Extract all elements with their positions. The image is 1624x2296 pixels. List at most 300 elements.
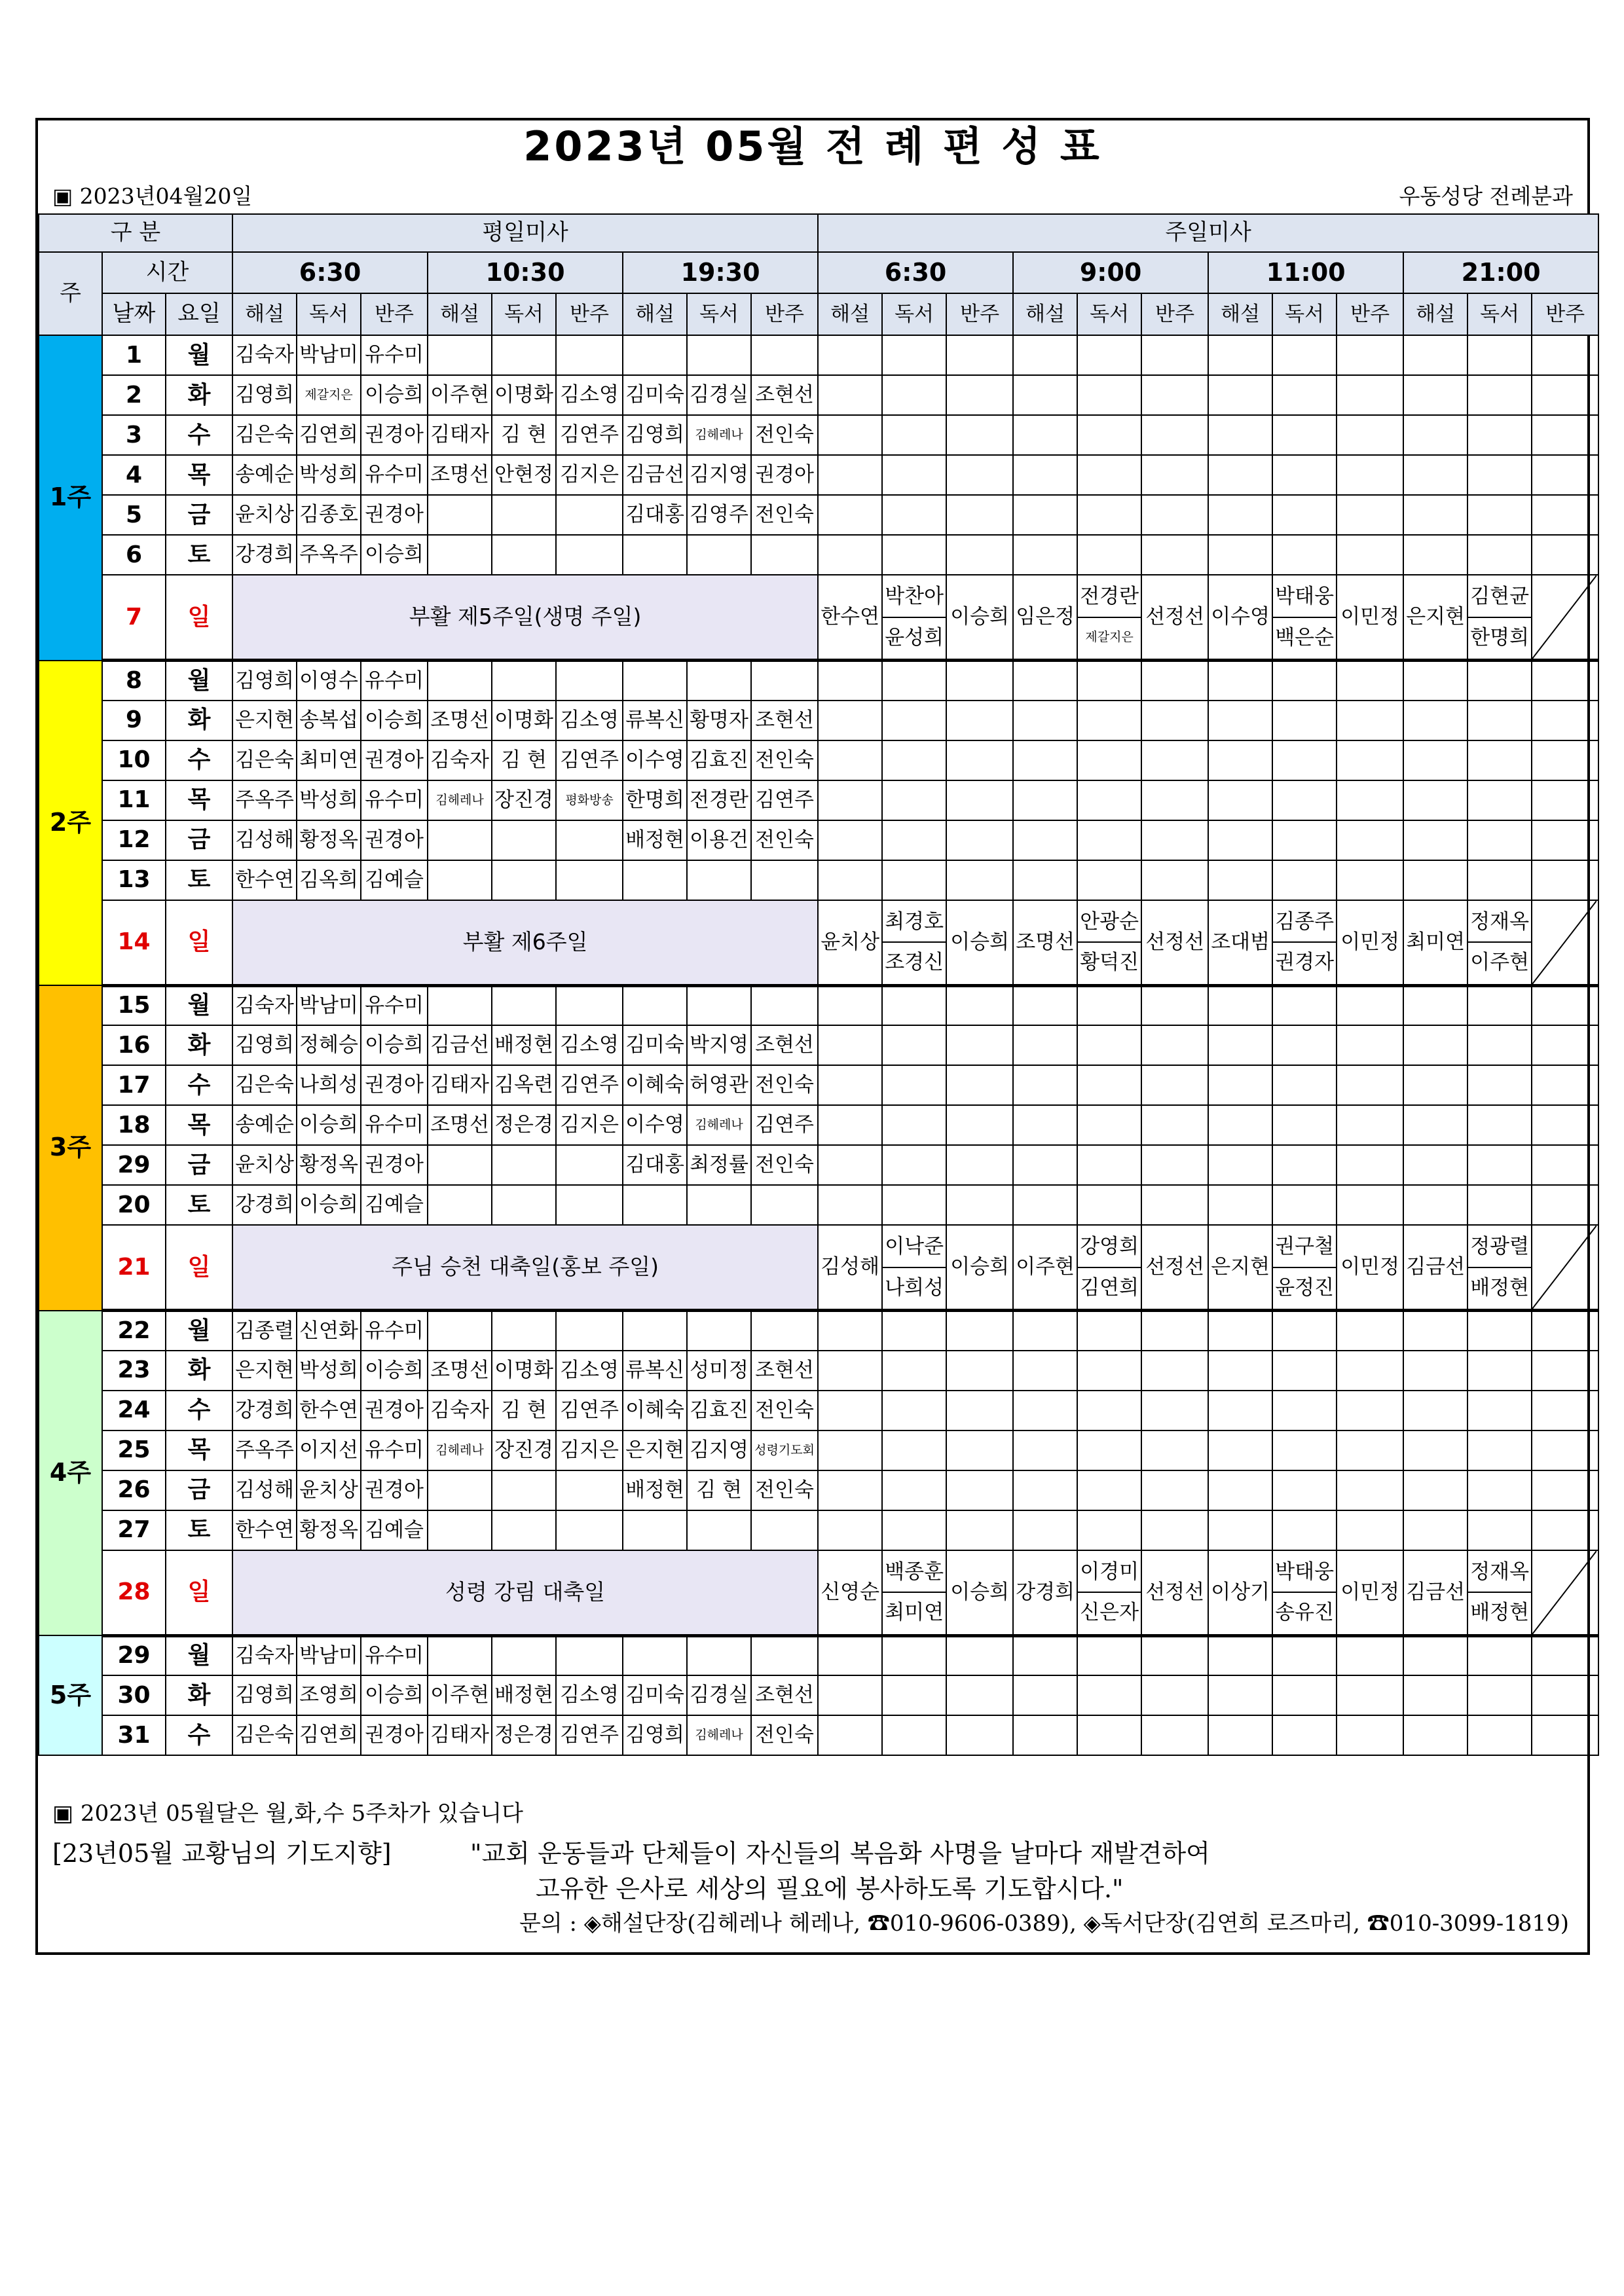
- empty-cell: [1013, 1145, 1077, 1185]
- assignment-cell: 장진경: [492, 1430, 556, 1470]
- empty-cell: [1337, 1351, 1403, 1391]
- empty-diagonal-cell: [1532, 1550, 1598, 1636]
- assignment-cell: 김태자: [428, 1065, 492, 1105]
- sunday-organist: 선정선: [1141, 575, 1208, 661]
- empty-cell: [882, 1430, 946, 1470]
- sunday-organist: 선정선: [1141, 1550, 1208, 1636]
- empty-cell: [1532, 1430, 1598, 1470]
- assignment-cell: 평화방송: [556, 780, 623, 820]
- empty-cell: [1013, 1675, 1077, 1715]
- page-title: 2023년 05월 전 례 편 성 표: [523, 122, 1102, 170]
- empty-cell: [946, 1105, 1013, 1145]
- empty-diagonal-cell: [1532, 900, 1598, 986]
- empty-cell: [1141, 1351, 1208, 1391]
- empty-cell: [1467, 335, 1532, 375]
- empty-cell: [1141, 1391, 1208, 1430]
- assignment-cell: [556, 1145, 623, 1185]
- sunday-commentator: 임은정: [1013, 575, 1077, 661]
- sunday-date: 28: [102, 1550, 166, 1636]
- assignment-cell: 황명자: [687, 701, 751, 740]
- assignment-cell: 한수연: [232, 860, 297, 900]
- assignment-cell: 김미숙: [623, 1675, 687, 1715]
- empty-cell: [1013, 1715, 1077, 1755]
- table-row: [39, 535, 1598, 575]
- sunday-organist: 선정선: [1141, 900, 1208, 986]
- header-gubun: 구 분: [39, 214, 232, 252]
- empty-cell: [1077, 1430, 1141, 1470]
- empty-cell: [1272, 740, 1337, 780]
- empty-cell: [1337, 740, 1403, 780]
- assignment-cell: 주옥주: [297, 535, 361, 575]
- assignment-cell: 김연주: [751, 1105, 818, 1145]
- assignment-cell: 유수미: [361, 455, 428, 495]
- assignment-cell: 정은경: [492, 1105, 556, 1145]
- assignment-cell: 김지영: [687, 455, 751, 495]
- sunday-organist: 이승희: [946, 575, 1013, 661]
- sunday-organist: 이승희: [946, 900, 1013, 986]
- weekday-cell: 토: [166, 1510, 232, 1550]
- assignment-cell: 김지영: [687, 1430, 751, 1470]
- empty-cell: [1532, 415, 1598, 455]
- table-row: [39, 495, 1598, 535]
- assignment-cell: [428, 820, 492, 860]
- assignment-cell: 한수연: [297, 1391, 361, 1430]
- table-row: [39, 780, 1598, 820]
- sunday-organist: 이승희: [946, 1550, 1013, 1636]
- empty-cell: [882, 1510, 946, 1550]
- empty-cell: [1141, 495, 1208, 535]
- assignment-cell: 전인숙: [751, 495, 818, 535]
- date-cell: 9: [102, 701, 166, 740]
- sunday-readers: [882, 575, 946, 661]
- empty-cell: [1403, 415, 1467, 455]
- assignment-cell: 한명희: [623, 780, 687, 820]
- empty-cell: [818, 1145, 882, 1185]
- empty-cell: [882, 1065, 946, 1105]
- assignment-cell: 김헤레나: [687, 415, 751, 455]
- empty-cell: [1467, 1715, 1532, 1755]
- assignment-cell: 김영희: [623, 1715, 687, 1755]
- weekday-cell: 목: [166, 1430, 232, 1470]
- time-sunday-0900: 9:00: [1013, 252, 1208, 293]
- assignment-cell: 김대홍: [623, 1145, 687, 1185]
- assignment-cell: 유수미: [361, 1635, 428, 1675]
- empty-cell: [882, 1470, 946, 1510]
- empty-cell: [946, 1391, 1013, 1430]
- empty-cell: [1077, 780, 1141, 820]
- role-header: 반주: [361, 293, 428, 335]
- weekday-cell: 금: [166, 820, 232, 860]
- assignment-cell: 황정옥: [297, 1145, 361, 1185]
- assignment-cell: 류복신: [623, 701, 687, 740]
- weekday-cell: 수: [166, 1065, 232, 1105]
- assignment-cell: 김지은: [556, 1105, 623, 1145]
- empty-cell: [946, 1470, 1013, 1510]
- empty-cell: [1272, 335, 1337, 375]
- sunday-readers: [1272, 1550, 1337, 1636]
- assignment-cell: [623, 535, 687, 575]
- assignment-cell: [492, 1145, 556, 1185]
- assignment-cell: [751, 335, 818, 375]
- empty-cell: [818, 455, 882, 495]
- empty-cell: [1077, 740, 1141, 780]
- empty-cell: [882, 415, 946, 455]
- table-row: [39, 1311, 1598, 1351]
- empty-cell: [1272, 1391, 1337, 1430]
- empty-cell: [1467, 1510, 1532, 1550]
- assignment-cell: 안현정: [492, 455, 556, 495]
- assignment-cell: 김은숙: [232, 415, 297, 455]
- week-label: 1주: [39, 335, 102, 661]
- assignment-cell: 송예순: [232, 455, 297, 495]
- empty-cell: [1272, 1351, 1337, 1391]
- sunday-reader: 최미연: [885, 1601, 944, 1625]
- table-row: [39, 1145, 1598, 1185]
- assignment-cell: [428, 661, 492, 701]
- empty-cell: [818, 1675, 882, 1715]
- empty-cell: [1532, 740, 1598, 780]
- empty-cell: [1467, 1145, 1532, 1185]
- sunday-organist: 이승희: [946, 1225, 1013, 1311]
- date-cell: 6: [102, 535, 166, 575]
- sunday-commentator: 윤치상: [818, 900, 882, 986]
- role-header: 독서: [1272, 293, 1337, 335]
- assignment-cell: 강경희: [232, 1391, 297, 1430]
- empty-cell: [1467, 1635, 1532, 1675]
- empty-cell: [1272, 1430, 1337, 1470]
- table-row: [39, 1351, 1598, 1391]
- empty-cell: [1403, 661, 1467, 701]
- empty-cell: [1208, 415, 1272, 455]
- table-row: [39, 335, 1598, 375]
- empty-cell: [1013, 495, 1077, 535]
- empty-cell: [946, 1351, 1013, 1391]
- empty-cell: [818, 415, 882, 455]
- assignment-cell: 나희성: [297, 1065, 361, 1105]
- empty-cell: [882, 820, 946, 860]
- sunday-readers: [1077, 1225, 1141, 1311]
- empty-cell: [882, 1185, 946, 1225]
- empty-cell: [1141, 535, 1208, 575]
- assignment-cell: 김미숙: [623, 1025, 687, 1065]
- date-cell: 31: [102, 1715, 166, 1755]
- assignment-cell: 김영주: [687, 495, 751, 535]
- empty-cell: [1208, 1675, 1272, 1715]
- empty-cell: [1532, 1510, 1598, 1550]
- empty-cell: [1467, 985, 1532, 1025]
- empty-cell: [1403, 1430, 1467, 1470]
- assignment-cell: 이명화: [492, 375, 556, 415]
- sunday-row: [39, 900, 1598, 986]
- empty-cell: [1272, 1311, 1337, 1351]
- empty-cell: [946, 1185, 1013, 1225]
- assignment-cell: 박남미: [297, 1635, 361, 1675]
- sunday-weekday: 일: [166, 900, 232, 986]
- assignment-cell: 이승희: [361, 535, 428, 575]
- sunday-reader: 김현균: [1468, 577, 1531, 618]
- empty-cell: [1403, 985, 1467, 1025]
- sunday-reader: 박태웅: [1273, 577, 1336, 618]
- table-row: [39, 740, 1598, 780]
- liturgy-schedule-table: [38, 213, 1599, 1756]
- empty-cell: [1208, 535, 1272, 575]
- empty-cell: [1141, 1311, 1208, 1351]
- empty-cell: [1077, 1065, 1141, 1105]
- role-header: 반주: [946, 293, 1013, 335]
- empty-cell: [1403, 1065, 1467, 1105]
- empty-cell: [1337, 1025, 1403, 1065]
- empty-cell: [1077, 1185, 1141, 1225]
- empty-cell: [882, 985, 946, 1025]
- assignment-cell: [492, 1311, 556, 1351]
- role-header: 독서: [882, 293, 946, 335]
- sunday-readers: [882, 1550, 946, 1636]
- sunday-date: 14: [102, 900, 166, 986]
- weekday-cell: 수: [166, 1391, 232, 1430]
- empty-cell: [1077, 1510, 1141, 1550]
- assignment-cell: 김대홍: [623, 495, 687, 535]
- empty-cell: [1077, 1470, 1141, 1510]
- empty-cell: [1403, 1635, 1467, 1675]
- assignment-cell: 전인숙: [751, 740, 818, 780]
- empty-cell: [1077, 535, 1141, 575]
- empty-cell: [1403, 701, 1467, 740]
- empty-cell: [1141, 375, 1208, 415]
- assignment-cell: 박지영: [687, 1025, 751, 1065]
- time-weekday-0630: 6:30: [232, 252, 428, 293]
- empty-cell: [1337, 1185, 1403, 1225]
- assignment-cell: 유수미: [361, 780, 428, 820]
- sunday-reader: 김종주: [1273, 902, 1336, 943]
- empty-diagonal-cell: [1532, 1225, 1598, 1311]
- feast-name: 부활 제5주일(생명 주일): [232, 575, 818, 661]
- empty-cell: [1467, 415, 1532, 455]
- week-label: 4주: [39, 1311, 102, 1636]
- empty-cell: [818, 1510, 882, 1550]
- weekday-cell: 화: [166, 701, 232, 740]
- empty-cell: [1337, 1145, 1403, 1185]
- assignment-cell: 이승희: [361, 1675, 428, 1715]
- week-label: 3주: [39, 985, 102, 1311]
- assignment-cell: [428, 1510, 492, 1550]
- sunday-reader: 조경신: [885, 951, 944, 975]
- empty-cell: [1337, 1470, 1403, 1510]
- empty-cell: [818, 335, 882, 375]
- empty-cell: [1403, 780, 1467, 820]
- assignment-cell: [428, 1635, 492, 1675]
- weekday-cell: 화: [166, 375, 232, 415]
- empty-cell: [882, 701, 946, 740]
- empty-cell: [1141, 780, 1208, 820]
- assignment-cell: 김은숙: [232, 1715, 297, 1755]
- empty-cell: [1077, 661, 1141, 701]
- assignment-cell: 전인숙: [751, 1391, 818, 1430]
- assignment-cell: 김숙자: [232, 1635, 297, 1675]
- empty-cell: [882, 1391, 946, 1430]
- empty-cell: [1532, 780, 1598, 820]
- sunday-reader: 이낙준: [883, 1227, 946, 1268]
- table-row: [39, 820, 1598, 860]
- sunday-weekday: 일: [166, 1550, 232, 1636]
- date-cell: 10: [102, 740, 166, 780]
- empty-cell: [1077, 1145, 1141, 1185]
- empty-cell: [1272, 1675, 1337, 1715]
- sunday-date: 7: [102, 575, 166, 661]
- assignment-cell: 조명선: [428, 455, 492, 495]
- assignment-cell: [556, 1185, 623, 1225]
- empty-cell: [1532, 701, 1598, 740]
- empty-cell: [818, 661, 882, 701]
- role-header: 반주: [1532, 293, 1598, 335]
- assignment-cell: 조현선: [751, 1025, 818, 1065]
- table-row: [39, 1510, 1598, 1550]
- assignment-cell: [556, 1470, 623, 1510]
- empty-cell: [1272, 375, 1337, 415]
- table-row: [39, 1025, 1598, 1065]
- sunday-reader: 안광순: [1078, 902, 1141, 943]
- empty-cell: [1403, 1311, 1467, 1351]
- empty-cell: [882, 1311, 946, 1351]
- weekday-cell: 수: [166, 740, 232, 780]
- empty-cell: [1467, 661, 1532, 701]
- assignment-cell: 조명선: [428, 701, 492, 740]
- weekday-cell: 화: [166, 1351, 232, 1391]
- empty-cell: [1532, 1185, 1598, 1225]
- assignment-cell: [556, 335, 623, 375]
- empty-cell: [1532, 661, 1598, 701]
- sunday-weekday: 일: [166, 575, 232, 661]
- sunday-organist: 선정선: [1141, 1225, 1208, 1311]
- empty-cell: [1532, 860, 1598, 900]
- assignment-cell: 전인숙: [751, 820, 818, 860]
- empty-cell: [946, 1675, 1013, 1715]
- assignment-cell: [492, 820, 556, 860]
- empty-cell: [1532, 985, 1598, 1025]
- date-cell: 15: [102, 985, 166, 1025]
- empty-cell: [1208, 1391, 1272, 1430]
- empty-cell: [946, 1311, 1013, 1351]
- empty-cell: [1272, 1105, 1337, 1145]
- date-cell: 24: [102, 1391, 166, 1430]
- empty-cell: [882, 455, 946, 495]
- schedule-document: [35, 118, 1590, 1955]
- assignment-cell: 김소영: [556, 1025, 623, 1065]
- sunday-reader: 윤성희: [885, 625, 944, 649]
- assignment-cell: [687, 1185, 751, 1225]
- assignment-cell: [687, 535, 751, 575]
- empty-cell: [1403, 1145, 1467, 1185]
- empty-cell: [818, 1351, 882, 1391]
- empty-cell: [1141, 740, 1208, 780]
- assignment-cell: 박남미: [297, 985, 361, 1025]
- assignment-cell: 김영희: [623, 415, 687, 455]
- weekday-cell: 토: [166, 860, 232, 900]
- role-header: 독서: [1077, 293, 1141, 335]
- assignment-cell: [623, 335, 687, 375]
- assignment-cell: [623, 1185, 687, 1225]
- empty-cell: [1208, 701, 1272, 740]
- weekday-cell: 수: [166, 415, 232, 455]
- empty-cell: [1208, 860, 1272, 900]
- assignment-cell: 권경아: [361, 1065, 428, 1105]
- assignment-cell: 김 현: [492, 1391, 556, 1430]
- assignment-cell: 김헤레나: [687, 1715, 751, 1755]
- assignment-cell: [428, 1311, 492, 1351]
- empty-cell: [1467, 1185, 1532, 1225]
- empty-cell: [1141, 1470, 1208, 1510]
- assignment-cell: 이승희: [297, 1185, 361, 1225]
- empty-cell: [818, 1311, 882, 1351]
- assignment-cell: 조영희: [297, 1675, 361, 1715]
- assignment-cell: 박성희: [297, 455, 361, 495]
- empty-cell: [1013, 455, 1077, 495]
- assignment-cell: 은지현: [232, 701, 297, 740]
- empty-cell: [1337, 1105, 1403, 1145]
- empty-cell: [1013, 335, 1077, 375]
- assignment-cell: 김연주: [556, 1391, 623, 1430]
- empty-cell: [1272, 495, 1337, 535]
- assignment-cell: 이승희: [361, 1351, 428, 1391]
- empty-cell: [1013, 701, 1077, 740]
- empty-cell: [1141, 1025, 1208, 1065]
- empty-cell: [1337, 375, 1403, 415]
- assignment-cell: 정은경: [492, 1715, 556, 1755]
- assignment-cell: [623, 860, 687, 900]
- empty-cell: [1467, 495, 1532, 535]
- assignment-cell: 배정현: [623, 1470, 687, 1510]
- sunday-commentator: 김금선: [1403, 1550, 1467, 1636]
- empty-cell: [1208, 495, 1272, 535]
- assignment-cell: 한수연: [232, 1510, 297, 1550]
- empty-cell: [1403, 375, 1467, 415]
- assignment-cell: 배정현: [623, 820, 687, 860]
- empty-cell: [1337, 1311, 1403, 1351]
- empty-cell: [1272, 1025, 1337, 1065]
- assignment-cell: 김소영: [556, 1675, 623, 1715]
- sunday-readers: [1467, 575, 1532, 661]
- sunday-commentator: 은지현: [1403, 575, 1467, 661]
- assignment-cell: 김성해: [232, 820, 297, 860]
- empty-cell: [1272, 860, 1337, 900]
- assignment-cell: 조명선: [428, 1105, 492, 1145]
- role-header: 반주: [751, 293, 818, 335]
- empty-cell: [1077, 1025, 1141, 1065]
- weekday-cell: 금: [166, 1145, 232, 1185]
- sunday-row: [39, 1225, 1598, 1311]
- assignment-cell: 김소영: [556, 701, 623, 740]
- empty-cell: [818, 1105, 882, 1145]
- empty-cell: [1141, 985, 1208, 1025]
- table-row: [39, 860, 1598, 900]
- sunday-reader: 권경자: [1275, 951, 1335, 975]
- assignment-cell: 전인숙: [751, 415, 818, 455]
- empty-cell: [1532, 375, 1598, 415]
- empty-cell: [1467, 455, 1532, 495]
- empty-cell: [946, 1510, 1013, 1550]
- empty-cell: [1337, 495, 1403, 535]
- sunday-reader: 백종훈: [883, 1552, 946, 1594]
- empty-cell: [1272, 820, 1337, 860]
- assignment-cell: 김영희: [232, 1025, 297, 1065]
- empty-cell: [882, 661, 946, 701]
- weekday-cell: 목: [166, 1105, 232, 1145]
- table-row: [39, 1105, 1598, 1145]
- date-cell: 5: [102, 495, 166, 535]
- empty-cell: [818, 780, 882, 820]
- empty-cell: [946, 701, 1013, 740]
- empty-cell: [946, 740, 1013, 780]
- empty-cell: [1013, 661, 1077, 701]
